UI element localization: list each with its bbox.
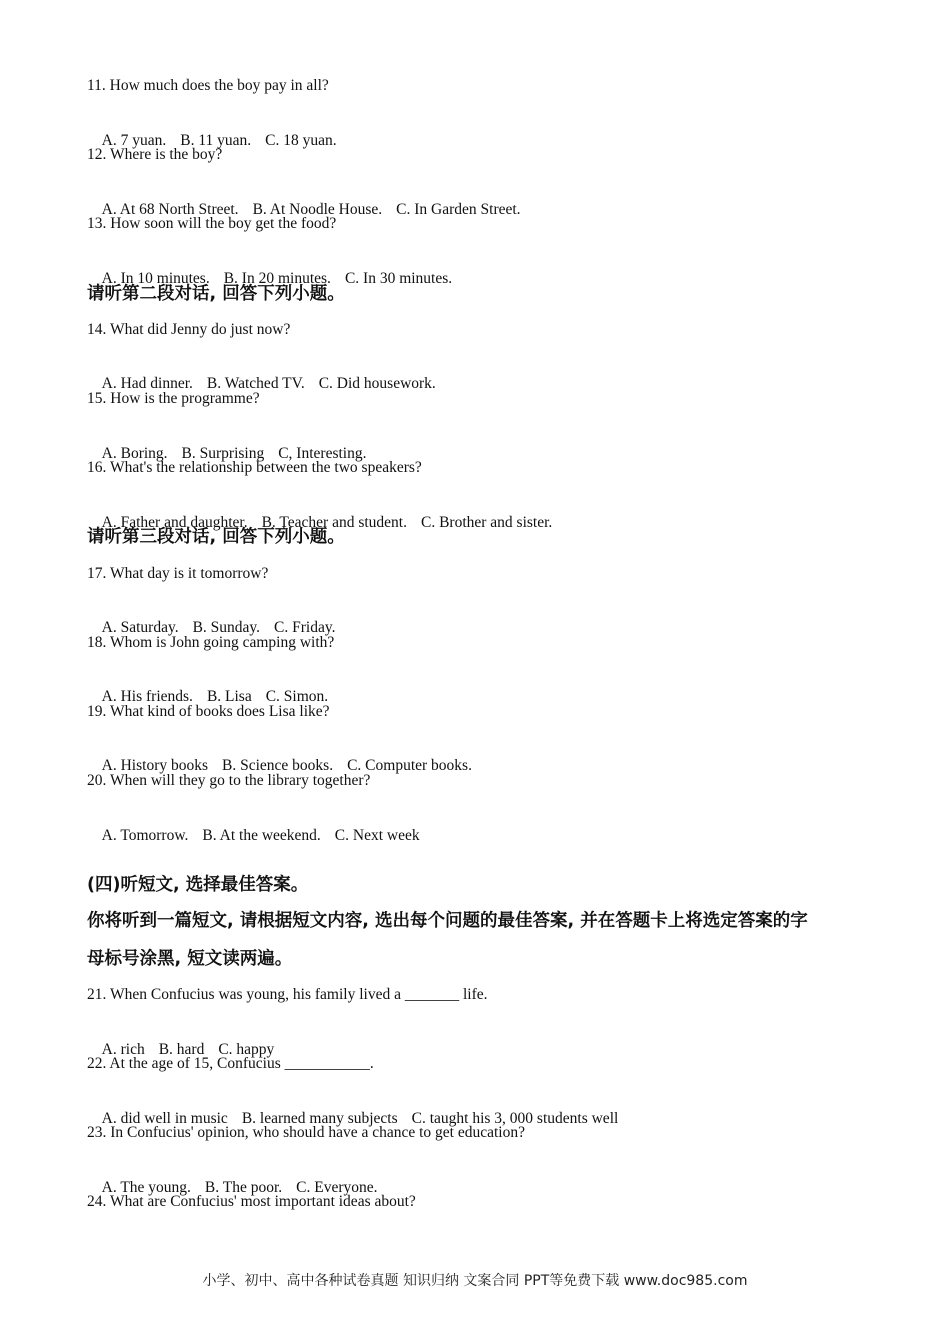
option-b: B. Watched TV. [206,375,305,392]
question-14: 14. What did Jenny do just now? [87,321,291,338]
part4-instructions-line2: 母标号涂黑, 短文读两遍。 [87,949,293,969]
question-11: 11. How much does the boy pay in all? [87,77,329,94]
option-b: B. The poor. [204,1179,283,1196]
option-a: A. rich [101,1041,145,1058]
option-a: A. His friends. [101,688,193,705]
option-a: A. At 68 North Street. [101,201,239,218]
question-18: 18. Whom is John going camping with? [87,634,335,651]
option-b: B. Lisa [206,688,252,705]
option-c: C. Brother and sister. [420,514,553,531]
question-19: 19. What kind of books does Lisa like? [87,703,330,720]
option-a: A. History books [101,757,209,774]
question-16: 16. What's the relationship between the two speakers? [87,459,422,476]
page-footer: 小学、初中、高中各种试卷真题 知识归纳 文案合同 PPT等免费下载 www.doc985.com [202,1273,748,1289]
option-a: A. Tomorrow. [101,827,189,844]
option-b: B. 11 yuan. [180,132,252,149]
option-c: C. Everyone. [296,1179,378,1196]
option-b: B. learned many subjects [241,1110,398,1127]
option-c: C. Simon. [265,688,329,705]
option-c: C. In Garden Street. [396,201,521,218]
option-b: B. Teacher and student. [261,514,407,531]
option-a: A. The young. [101,1179,191,1196]
question-13: 13. How soon will the boy get the food? [87,215,337,232]
option-a: A. In 10 minutes. [101,270,210,287]
question-20: 20. When will they go to the library together? [87,772,371,789]
question-22: 22. At the age of 15, Confucius ___________. [87,1055,374,1072]
part4-instructions-line1: 你将听到一篇短文, 请根据短文内容, 选出每个问题的最佳答案, 并在答题卡上将选定答案的字 [87,911,808,931]
question-24: 24. What are Confucius' most important ideas about? [87,1193,416,1210]
question-21: 21. When Confucius was young, his family lived a _______ life. [87,986,488,1003]
section-heading-3: 请听第三段对话, 回答下列小题。 [87,527,345,547]
option-a: A. Boring. [101,445,168,462]
option-a: A. Saturday. [101,619,179,636]
option-b: B. At the weekend. [202,827,321,844]
question-23: 23. In Confucius' opinion, who should have a chance to get education? [87,1124,525,1141]
question-12: 12. Where is the boy? [87,146,223,163]
option-b: B. hard [158,1041,205,1058]
option-b: B. Sunday. [192,619,261,636]
option-b: B. Science books. [222,757,334,774]
option-a: A. did well in music [101,1110,228,1127]
option-c: C. 18 yuan. [265,132,337,149]
option-a: A. Father and daughter. [101,514,248,531]
question-17: 17. What day is it tomorrow? [87,565,269,582]
section-heading-2: 请听第二段对话, 回答下列小题。 [87,284,345,304]
option-c: C. In 30 minutes. [344,270,453,287]
option-b: B. At Noodle House. [252,201,383,218]
option-c: C, Interesting. [278,445,367,462]
option-c: C. Next week [334,827,420,844]
option-a: A. 7 yuan. [101,132,167,149]
option-c: C. taught his 3, 000 students well [411,1110,619,1127]
option-c: C. happy [218,1041,275,1058]
question-15: 15. How is the programme? [87,390,260,407]
option-b: B. In 20 minutes. [223,270,331,287]
part4-title: (四)听短文, 选择最佳答案。 [87,875,309,895]
option-c: C. Did housework. [318,375,436,392]
option-a: A. Had dinner. [101,375,193,392]
option-c: C. Friday. [274,619,336,636]
option-c: C. Computer books. [347,757,472,774]
option-b: B. Surprising [181,445,265,462]
options-20 [87,806,434,866]
